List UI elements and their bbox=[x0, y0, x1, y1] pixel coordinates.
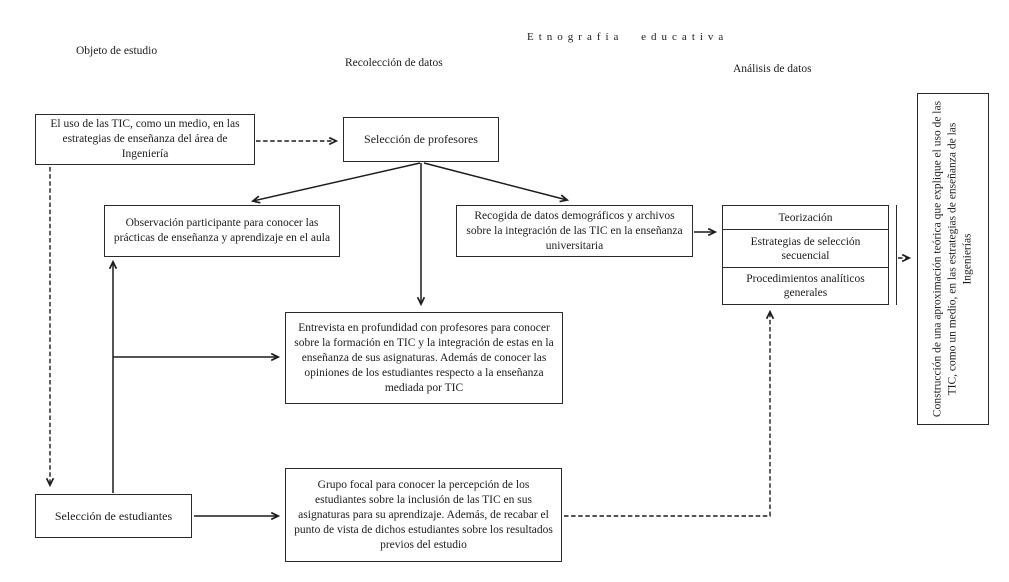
stack-outer-border-line bbox=[896, 205, 897, 305]
box-analisis-stack bbox=[722, 205, 889, 305]
box-uso-tic-label: El uso de las TIC, como un medio, en las estrategias de enseñanza del área de Ingeniería bbox=[50, 118, 240, 160]
box-seleccion-profesores-label: Selección de profesores bbox=[364, 132, 478, 146]
column-header-analisis-de-datos: Análisis de datos bbox=[733, 63, 812, 75]
row-estrategias-seleccion-label: Estrategias de selección secuencial bbox=[750, 235, 861, 262]
box-seleccion-estudiantes bbox=[35, 494, 192, 538]
row-procedimientos-analiticos-label: Procedimientos analíticos generales bbox=[746, 273, 865, 299]
box-grupo-focal-label: Grupo focal para conocer la percepción de los estudiantes sobre la inclusión de las TIC en sus asignaturas para su aprendizaje. Además, de recabar el punto de vista de dichos estudiantes sobre los resultados previos del estudio bbox=[294, 478, 553, 551]
box-construccion-teorica bbox=[917, 93, 989, 425]
box-seleccion-estudiantes-label: Selección de estudiantes bbox=[54, 508, 173, 523]
box-recogida-datos bbox=[456, 205, 693, 257]
arrow-seleccion-profesores-to-recogida bbox=[424, 163, 567, 200]
diagram-title: Etnografía educativa bbox=[527, 31, 729, 43]
row-teorizacion bbox=[723, 206, 888, 229]
box-grupo-focal bbox=[285, 468, 562, 562]
arrow-grupo-focal-to-teorizacion bbox=[564, 312, 770, 516]
box-observacion-participante-label: Observación participante para conocer las prácticas de enseñanza y aprendizaje en el aula bbox=[113, 217, 331, 244]
box-observacion-participante bbox=[104, 205, 340, 257]
arrow-seleccion-profesores-to-observacion bbox=[253, 163, 420, 201]
row-procedimientos-analiticos bbox=[723, 267, 888, 304]
row-estrategias-seleccion bbox=[723, 229, 888, 267]
box-recogida-datos-label: Recogida de datos demográficos y archivos sobre la integración de las TIC en la enseñanza universitaria bbox=[466, 209, 683, 252]
box-seleccion-profesores bbox=[343, 117, 499, 162]
box-uso-tic bbox=[35, 114, 255, 165]
column-header-objeto-de-estudio: Objeto de estudio bbox=[76, 45, 158, 57]
row-teorizacion-label: Teorización bbox=[778, 211, 833, 224]
box-entrevista-label: Entrevista en profundidad con profesores para conocer sobre la formación en TIC y la integración de estas en la enseñanza de sus asignaturas. Además de conocer las opiniones de los estudiantes respecto a la enseñanza mediada por TIC bbox=[294, 321, 554, 394]
box-construccion-teorica-label: Construcción de una aproximación teórica que explique el uso de las TIC, como un medio, en las estrategias de enseñanza de las Ingenierías bbox=[931, 100, 974, 418]
box-entrevista bbox=[285, 312, 563, 404]
column-header-recoleccion-de-datos: Recolección de datos bbox=[345, 57, 443, 69]
